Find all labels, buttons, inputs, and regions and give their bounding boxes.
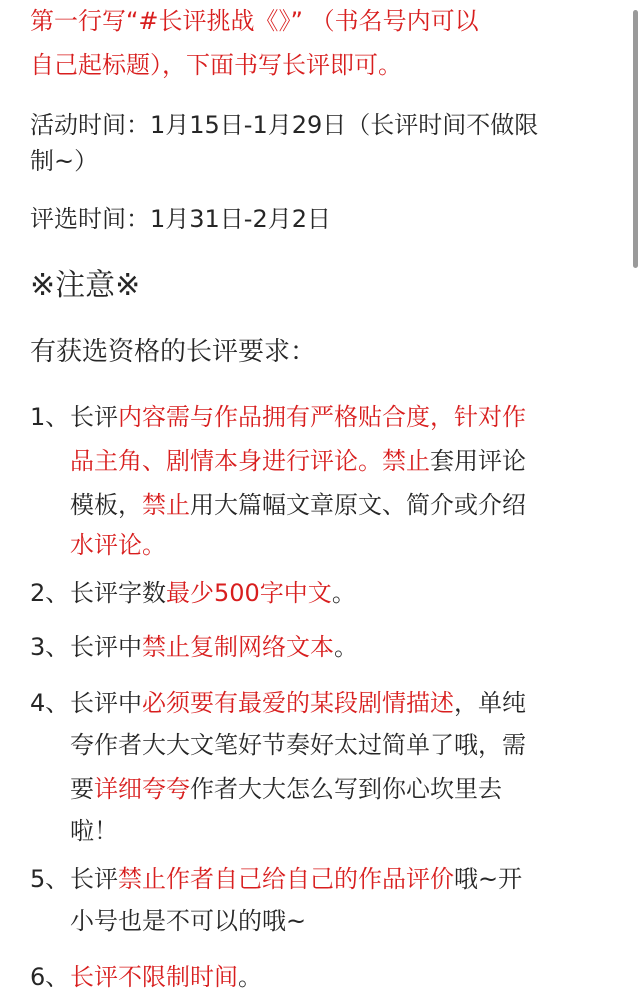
- requirement-1-line-2: [70, 444, 640, 478]
- body-text: 要: [70, 775, 94, 803]
- highlighted-text: 水评论。: [70, 531, 166, 559]
- requirements-heading: 有获选资格的长评要求：: [30, 337, 317, 367]
- body-text: 哦~开: [454, 865, 523, 893]
- requirement-number: 5、: [30, 865, 70, 893]
- highlighted-text: 禁止: [142, 491, 190, 519]
- highlighted-text: 内容需与作品拥有严格贴合度，针对作: [118, 403, 526, 431]
- highlighted-text: 长评不限制时间: [70, 963, 238, 991]
- requirement-5-line-1: [70, 862, 640, 896]
- requirement-6-line-1: [70, 960, 640, 994]
- body-text: 长评中: [70, 633, 142, 661]
- highlighted-text: 品主角、剧情本身进行评论。: [70, 447, 382, 475]
- requirement-number: 2、: [30, 579, 70, 607]
- intro-line-2: 自己起标题），下面书写长评即可。: [30, 51, 402, 79]
- body-text: 长评: [70, 403, 118, 431]
- notice-heading: ※注意※: [30, 268, 141, 303]
- highlighted-text: 最少500字中文: [166, 579, 332, 607]
- requirement-4-line-1: [70, 686, 640, 720]
- body-text: 模板，: [70, 491, 142, 519]
- requirement-1-line-3: [70, 488, 640, 522]
- requirement-1-line-4: [70, 528, 640, 562]
- requirement-number: 1、: [30, 403, 70, 431]
- activity-time-line-2: 制~）: [30, 147, 99, 175]
- body-text: 长评中: [70, 689, 142, 717]
- body-text: 长评: [70, 865, 118, 893]
- highlighted-text: 必须要有最爱的某段剧情描述: [142, 689, 454, 717]
- activity-time-line-1: 活动时间：1月15日-1月29日（长评时间不做限: [30, 111, 539, 139]
- selection-time: 评选时间：1月31日-2月2日: [30, 205, 332, 233]
- requirement-3-line-1: [70, 630, 640, 664]
- body-text: 套用评论: [430, 447, 526, 475]
- intro-line-1: 第一行写“#长评挑战《》” （书名号内可以: [30, 7, 479, 35]
- scrollbar[interactable]: [633, 10, 638, 268]
- body-text: 啦！: [70, 817, 118, 845]
- requirement-number: 4、: [30, 689, 70, 717]
- highlighted-text: 禁止: [382, 447, 430, 475]
- body-text: 夸作者大大文笔好节奏好太过简单了哦，需: [70, 731, 526, 759]
- requirement-number: 3、: [30, 633, 70, 661]
- highlighted-text: 禁止作者自己给自己的作品评价: [118, 865, 454, 893]
- body-text: 长评字数: [70, 579, 166, 607]
- body-text: 用大篇幅文章原文、简介或介绍: [190, 491, 526, 519]
- body-text: 小号也是不可以的哦~: [70, 907, 307, 935]
- highlighted-text: 禁止复制网络文本: [142, 633, 334, 661]
- requirement-4-line-4: [70, 814, 640, 848]
- requirement-1-line-1: [70, 400, 640, 434]
- requirement-4-line-2: [70, 728, 640, 762]
- highlighted-text: 详细夸夸: [94, 775, 190, 803]
- requirement-number: 6、: [30, 963, 70, 991]
- requirement-4-line-3: [70, 772, 640, 806]
- body-text: ，单纯: [454, 689, 526, 717]
- requirement-5-line-2: [70, 904, 640, 938]
- body-text: 。: [331, 579, 356, 607]
- requirement-2-line-1: [70, 576, 640, 610]
- body-text: 作者大大怎么写到你心坎里去: [190, 775, 502, 803]
- body-text: 。: [238, 963, 262, 991]
- body-text: 。: [334, 633, 358, 661]
